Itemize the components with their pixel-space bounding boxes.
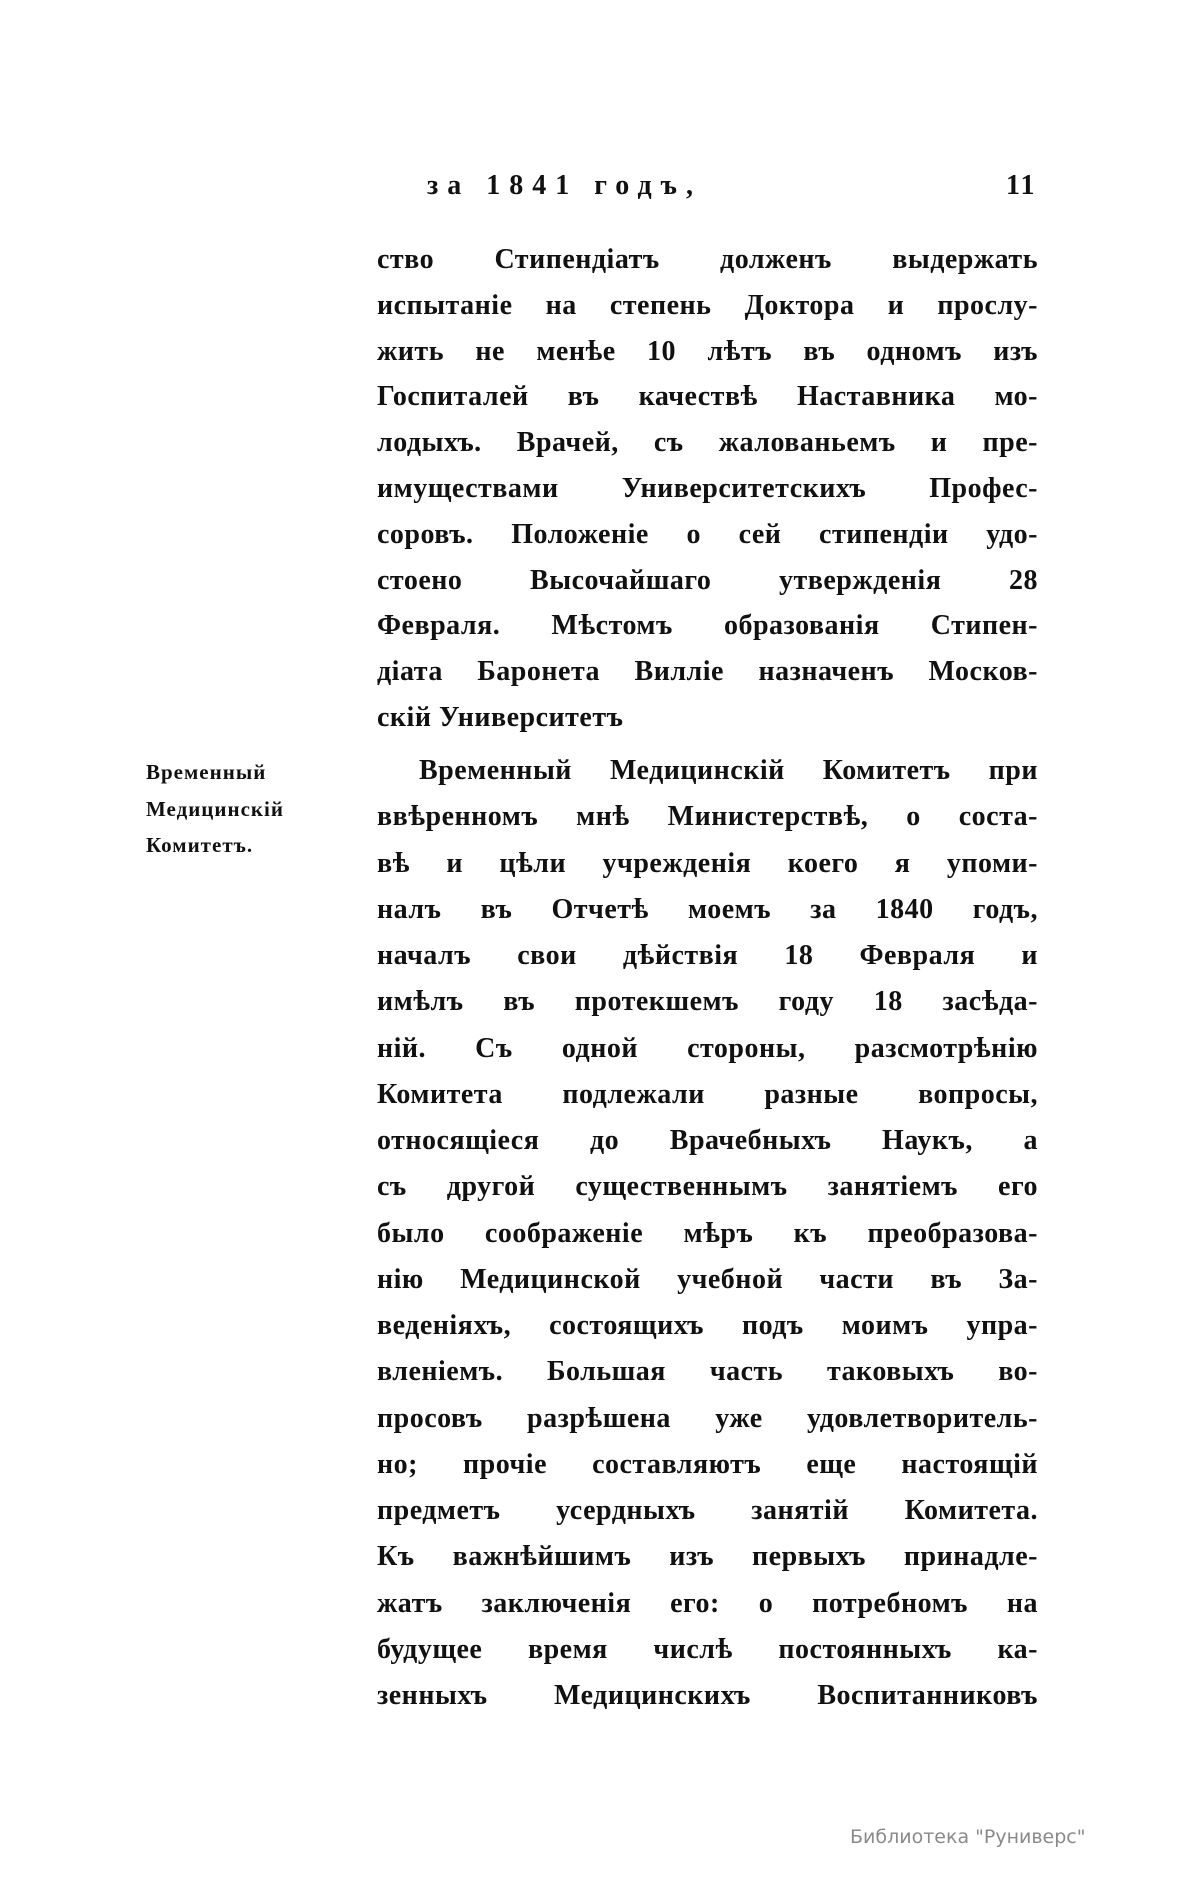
text-line: но; прочіе составляютъ еще настоящій [377,1448,1038,1480]
text-line: нію Медицинской учебной части въ За- [377,1263,1038,1295]
text-line: вленіемъ. Большая часть таковыхъ во- [377,1356,1038,1388]
text-line: жатъ заключенія его: о потребномъ на [377,1587,1038,1619]
text-line: имуществами Университетскихъ Профес- [377,473,1038,504]
text-line: налъ въ Отчетѣ моемъ за 1840 годъ, [377,893,1038,925]
text-line: ній. Съ одной стороны, разсмотрѣнію [377,1032,1038,1064]
text-line: началъ свои дѣйствія 18 Февраля и [377,940,1038,971]
text-line: зенныхъ Медицинскихъ Воспитанниковъ [377,1680,1038,1711]
text-line: будущее время числѣ постоянныхъ ка- [377,1633,1038,1665]
text-line: относящіеся до Врачебныхъ Наукъ, а [377,1125,1038,1156]
text-line: ввѣренномъ мнѣ Министерствѣ, о соста- [377,801,1038,833]
text-line: съ другой существеннымъ занятіемъ его [377,1171,1038,1203]
text-line: имѣлъ въ протекшемъ году 18 засѣда- [377,986,1038,1018]
margin-note-line: Комитетъ. [146,833,254,857]
page-number: 11 [1006,170,1037,201]
text-line: жить не менѣе 10 лѣтъ въ одномъ изъ [377,335,1038,367]
text-line: испытаніе на степень Доктора и прослу- [377,289,1038,321]
margin-note-line: Медицинскій [146,797,284,821]
running-title: за 1841 годъ, [427,170,702,201]
text-line: Временный Медицинскій Комитетъ при [419,755,1038,786]
text-line: вѣ и цѣли учрежденія коего я упоми- [377,847,1038,879]
text-line: скій Университетъ [377,702,624,733]
text-line: діата Баронета Вилліе назначенъ Москов- [377,656,1038,688]
text-line: веденіяхъ, состоящихъ подъ моимъ упра- [377,1310,1038,1341]
text-line: просовъ разрѣшена уже удовлетворитель- [377,1402,1038,1434]
text-line: Февраля. Мѣстомъ образованія Стипен- [377,610,1038,642]
text-line: соровъ. Положеніе о сей стипендіи удо- [377,518,1038,550]
text-line: Къ важнѣйшимъ изъ первыхъ принадле- [377,1541,1038,1573]
text-line: ство Стипендіатъ долженъ выдержать [377,244,1038,275]
text-line: Комитета подлежали разные вопросы, [377,1078,1038,1110]
text-line: было соображеніе мѣръ къ преобразова- [377,1217,1038,1249]
text-line: предметъ усердныхъ занятій Комитета. [377,1495,1038,1526]
text-line: стоено Высочайшаго утвержденія 28 [377,564,1038,596]
margin-note-line: Временный [146,760,267,784]
text-line: Госпиталей въ качествѣ Наставника мо- [377,381,1038,413]
text-line: лодыхъ. Врачей, съ жалованьемъ и пре- [377,427,1038,459]
library-watermark: Библиотека "Руниверс" [850,1826,1086,1848]
